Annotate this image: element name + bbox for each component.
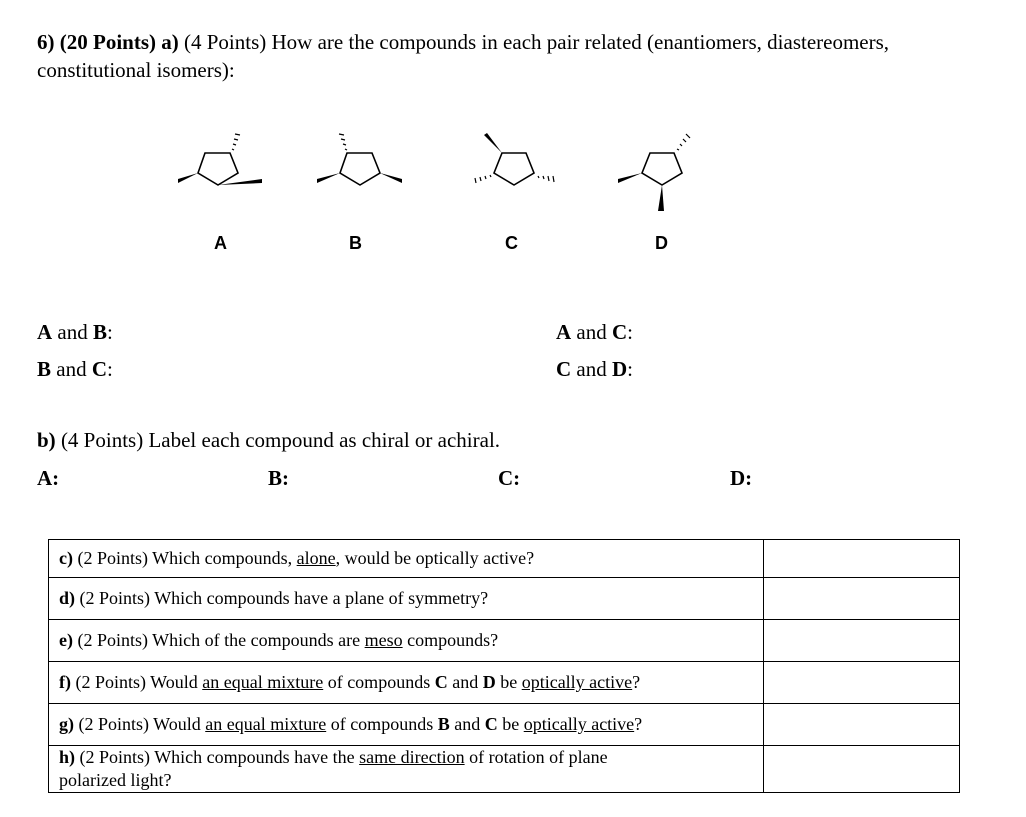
pair-b-c: B and C: [37, 357, 113, 381]
pair-a-c: A and C: [556, 320, 634, 344]
part-b-text: (4 Points) Label each compound as chiral or achiral. [60, 428, 501, 452]
table-row [49, 578, 960, 620]
part-b-heading [37, 428, 500, 453]
molecule-c-structure [460, 125, 560, 200]
pair-a-b: A and B: [37, 320, 113, 344]
part-b-label: b) [37, 428, 56, 452]
pair-b-c-first: B [37, 357, 52, 381]
question-text-line1: How are the compounds in each pair related (enantiomers, diastereomers, [271, 30, 890, 54]
chirality-d-label: D: [730, 466, 753, 490]
pair-c-d: C and D: [556, 357, 634, 381]
answer-f-cell[interactable] [764, 662, 960, 704]
answer-e-cell[interactable] [764, 620, 960, 662]
answer-c-cell[interactable] [764, 540, 960, 578]
pair-a-b-second: B [93, 320, 108, 344]
question-points: (20 Points) [59, 30, 156, 54]
question-h: h) (2 Points) Which compounds have the same direction of rotation of plane polarized light? [49, 746, 764, 793]
pair-b-c-second: C [91, 357, 108, 381]
answer-g-cell[interactable] [764, 704, 960, 746]
molecule-a-label: A [214, 233, 227, 253]
molecule-d-structure [610, 125, 710, 220]
question-e: e) (2 Points) Which of the compounds are meso compounds? [49, 620, 764, 662]
chirality-b-label: B: [268, 466, 289, 490]
table-row [49, 540, 960, 578]
pair-c-d-first: C [556, 357, 572, 381]
part-a-points: (4 Points) [184, 30, 267, 54]
molecule-b-structure [305, 125, 405, 200]
question-c: c) (2 Points) Which compounds, alone, would be optically active? [49, 540, 764, 578]
molecule-a-structure [170, 125, 270, 200]
question-header [37, 28, 889, 56]
pair-a-c-first: A [556, 320, 572, 344]
answer-d-cell[interactable] [764, 578, 960, 620]
table-row [49, 746, 960, 793]
question-text-line2: constitutional isomers): [37, 58, 235, 82]
question-d: d) (2 Points) Which compounds have a plane of symmetry? [49, 578, 764, 620]
question-f: f) (2 Points) Would an equal mixture of compounds C and D be optically active? [49, 662, 764, 704]
part-a-label: a) [161, 30, 179, 54]
molecule-d-label: D [655, 233, 668, 253]
question-g: g) (2 Points) Would an equal mixture of compounds B and C be optically active? [49, 704, 764, 746]
chirality-a-label: A: [37, 466, 60, 490]
pair-a-c-second: C [612, 320, 628, 344]
pair-c-d-second: D [612, 357, 628, 381]
answer-h-cell[interactable] [764, 746, 960, 793]
questions-table [48, 539, 960, 793]
molecule-b-label: B [349, 233, 362, 253]
chirality-c-label: C: [498, 466, 521, 490]
table-row [49, 620, 960, 662]
molecule-c-label: C [505, 233, 518, 253]
table-row [49, 662, 960, 704]
pair-a-b-first: A [37, 320, 53, 344]
question-number: 6) [37, 30, 55, 54]
table-row [49, 704, 960, 746]
